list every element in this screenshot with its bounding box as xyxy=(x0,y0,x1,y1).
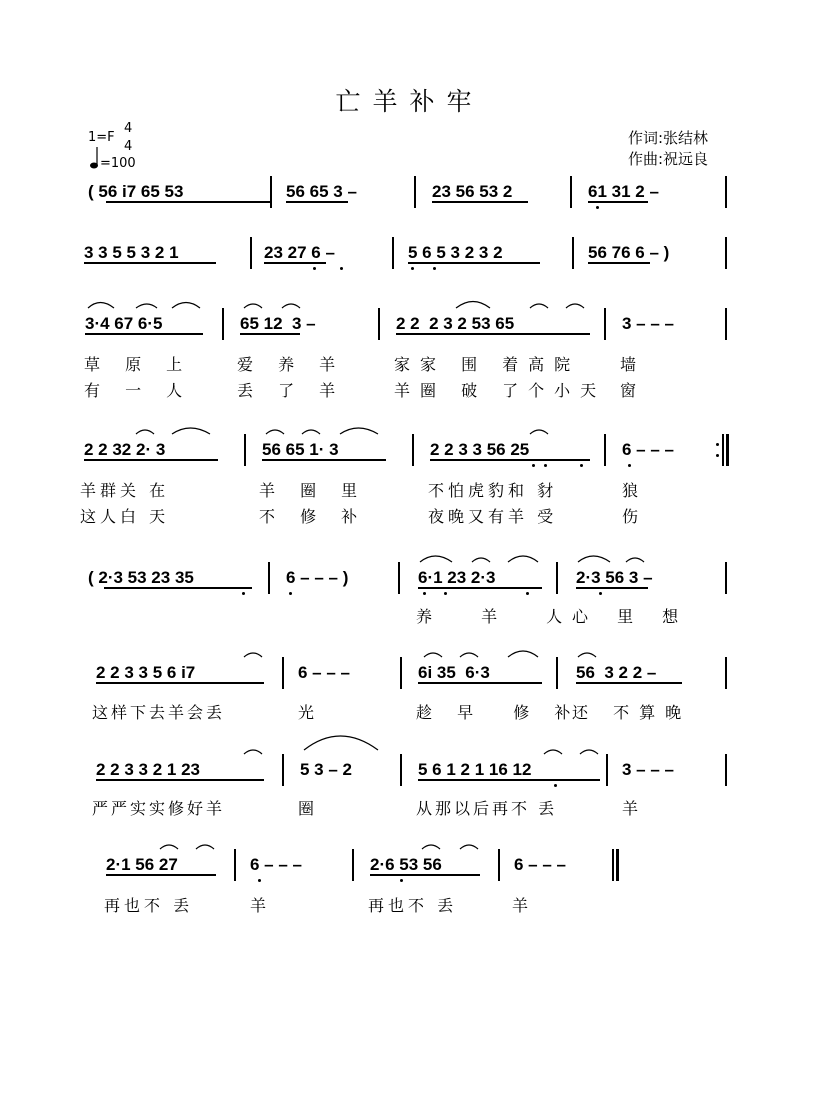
lyric-3b-2: 丢 了 羊 xyxy=(237,381,346,400)
measure-4-1: 2 2 32 2· 3 xyxy=(84,440,166,459)
tempo-marking: =100 xyxy=(100,156,136,171)
measure-8-3: 2·6 53 56 xyxy=(370,855,442,874)
measure-2-2: 23 27 6 – xyxy=(264,243,335,262)
lyric-7-4: 羊 xyxy=(622,799,649,818)
measure-5-3: 6·1 23 2·3 xyxy=(418,568,496,587)
measure-3-2: 65 12 3 – xyxy=(240,314,316,333)
measure-7-3: 5 6 1 2 1 16 12 xyxy=(418,760,532,779)
measure-6-3: 6i 35 6·3 xyxy=(418,663,490,682)
measure-1-4: 61 31 2 – xyxy=(588,182,659,201)
lyric-6-4: 还 不算晚 xyxy=(572,703,692,722)
lyric-8-1: 再也不 丢 xyxy=(104,896,194,915)
lyric-7-3: 从那以后再不 丢 xyxy=(416,799,558,818)
lyric-4a-2: 羊 圈 里 xyxy=(259,481,368,500)
lyric-8-2: 羊 xyxy=(250,896,277,915)
measure-2-3: 5 6 5 3 2 3 2 xyxy=(408,243,503,262)
lyric-4b-4: 伤 xyxy=(622,507,649,526)
lyric-4a-1: 羊群关 在 xyxy=(80,481,170,500)
measure-8-2: 6 – – – xyxy=(250,855,302,874)
measure-1-2: 56 65 3 – xyxy=(286,182,357,201)
measure-7-1: 2 2 3 3 2 1 23 xyxy=(96,760,200,779)
lyric-3b-4: 窗 xyxy=(620,381,647,400)
lyric-3a-2: 爱 养 羊 xyxy=(237,355,346,374)
measure-7-2: 5 3 – 2 xyxy=(300,760,352,779)
time-signature-top: 4 xyxy=(124,121,133,136)
lyric-6-1: 这样下去羊会丢 xyxy=(92,703,226,722)
lyricist-credit: 作词:张结林 xyxy=(628,129,709,147)
measure-4-3: 2 2 3 3 56 25 xyxy=(430,440,530,459)
measure-3-4: 3 – – – xyxy=(622,314,674,333)
lyric-8-3: 再也不 丢 xyxy=(368,896,458,915)
lyric-3b-3: 羊圈 破 了个小天 xyxy=(394,381,607,400)
measure-6-1: 2 2 3 3 5 6 i7 xyxy=(96,663,196,682)
lyric-3a-4: 墙 xyxy=(620,355,647,374)
song-title: 亡羊补牢 xyxy=(335,87,484,116)
composer-credit: 作曲:祝远良 xyxy=(628,150,709,168)
lyric-4a-3: 不怕虎豹和 豺 xyxy=(428,481,558,500)
lyric-6-2: 光 xyxy=(298,703,325,722)
lyric-7-2: 圈 xyxy=(298,799,325,818)
lyric-4b-3: 夜晚又有羊 受 xyxy=(428,507,558,526)
measure-6-2: 6 – – – xyxy=(298,663,350,682)
measure-5-1: ( 2·3 53 23 35 xyxy=(88,568,194,587)
lyric-3a-3: 家家 围 着高院 xyxy=(394,355,581,374)
measure-3-1: 3·4 67 6·5 xyxy=(85,314,163,333)
lyric-5-4: 心 里 想 xyxy=(572,607,691,626)
measure-6-4: 56 3 2 2 – xyxy=(576,663,657,682)
measure-1-1: ( 56 i7 65 53 xyxy=(88,182,184,201)
lyric-4b-2: 不 修 补 xyxy=(259,507,368,526)
measure-2-1: 3 3 5 5 3 2 1 xyxy=(84,243,179,262)
lyric-8-4: 羊 xyxy=(512,896,539,915)
lyric-6-3: 趁 早 修 补 xyxy=(416,703,581,722)
lyric-3b-1: 有 一 人 xyxy=(84,381,193,400)
measure-5-2: 6 – – – ) xyxy=(286,568,349,587)
lyric-3a-1: 草 原 上 xyxy=(84,355,193,374)
measure-7-4: 3 – – – xyxy=(622,760,674,779)
lyric-5-3: 养 羊 人 xyxy=(416,607,585,626)
measure-4-4: 6 – – – xyxy=(622,440,674,459)
measure-8-4: 6 – – – xyxy=(514,855,566,874)
lyric-4a-4: 狼 xyxy=(622,481,649,500)
lyric-7-1: 严严实实修好羊 xyxy=(92,799,226,818)
measure-1-3: 23 56 53 2 xyxy=(432,182,513,201)
measure-3-3: 2 2 2 3 2 53 65 xyxy=(396,314,515,333)
measure-5-4: 2·3 56 3 – xyxy=(576,568,653,587)
time-signature-bottom: 4 xyxy=(124,139,133,154)
lyric-4b-1: 这人白 天 xyxy=(80,507,170,526)
measure-4-2: 56 65 1· 3 xyxy=(262,440,339,459)
measure-2-4: 56 76 6 – ) xyxy=(588,243,670,262)
measure-8-1: 2·1 56 27 xyxy=(106,855,178,874)
key-signature: 1=F xyxy=(88,130,115,145)
